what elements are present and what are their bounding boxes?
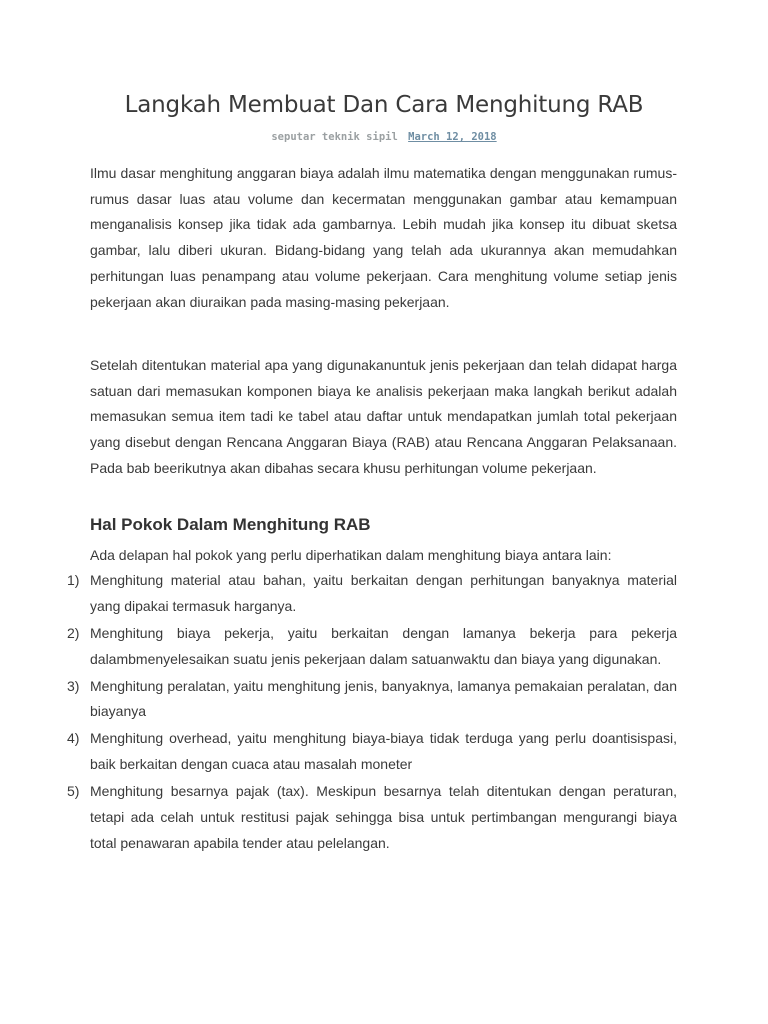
list-number: 2) <box>67 624 80 641</box>
list-item <box>67 726 677 777</box>
list-number: 5) <box>67 783 80 800</box>
list-item <box>67 779 677 856</box>
body-paragraph: Ilmu dasar menghitung anggaran biaya adalah ilmu matematika dengan menggunakan rumus-rumus dasar luas atau volume dan kecermatan menggunakan gambar atau kemampuan menganalisis konsep jika tidak ada gambarnya. Lebih mudah jika konsep itu dibuat sketsa gambar, lalu diberi ukuran. Bidang-bidang yang telah ada ukurannya akan memudahkan perhitungan luas penampang atau volume pekerjaan. Cara menghitung volume setiap jenis pekerjaan akan diuraikan pada masing-masing pekerjaan. <box>90 165 677 310</box>
list-item-text: Menghitung besarnya pajak (tax). Meskipun besarnya telah ditentukan dengan peraturan, tetapi ada celah untuk restitusi pajak sehingga bisa untuk pertimbangan mengurangi biaya total penawaran apabila tender atau pelelangan. <box>90 783 677 851</box>
section-intro: Ada delapan hal pokok yang perlu diperhatikan dalam menghitung biaya antara lain: <box>90 547 612 563</box>
list-item-text: Menghitung peralatan, yaitu menghitung jenis, banyaknya, lamanya pemakaian peralatan, dan biayanya <box>90 677 677 720</box>
article-meta <box>0 131 768 143</box>
list-number: 3) <box>67 677 80 694</box>
list-item-text: Menghitung overhead, yaitu menghitung biaya-biaya tidak terduga yang perlu doantisispasi, baik berkaitan dengan cuaca atau masalah moneter <box>90 730 677 773</box>
list-number: 4) <box>67 730 80 747</box>
post-date-link[interactable]: March 12, 2018 <box>408 131 497 143</box>
author-name: seputar teknik sipil <box>271 131 398 143</box>
list-item <box>67 621 677 672</box>
list-item-text: Menghitung material atau bahan, yaitu berkaitan dengan perhitungan banyaknya material yang dipakai termasuk harganya. <box>90 572 677 614</box>
list-item <box>67 568 677 619</box>
list-number: 1) <box>67 572 80 588</box>
list-item-text: Menghitung biaya pekerja, yaitu berkaitan dengan lamanya bekerja para pekerja dalambmenyelesaikan suatu jenis pekerjaan dalam satuanwaktu dan biaya yang digunakan. <box>90 624 677 667</box>
body-paragraph: Setelah ditentukan material apa yang digunakanuntuk jenis pekerjaan dan telah didapat harga satuan dari memasukan komponen biaya ke analisis pekerjaan maka langkah berikut adalah memasukan semua item tadi ke tabel atau daftar untuk mendapatkan jumlah total pekerjaan yang disebut dengan Rencana Anggaran Biaya (RAB) atau Rencana Anggaran Pelaksanaan. Pada bab beerikutnya akan dibahas secara khusu perhitungan volume pekerjaan. <box>90 357 677 476</box>
numbered-list <box>67 568 677 858</box>
article-title: Langkah Membuat Dan Cara Menghitung RAB <box>124 92 644 118</box>
section-heading: Hal Pokok Dalam Menghitung RAB <box>90 515 371 534</box>
list-item <box>67 674 677 725</box>
